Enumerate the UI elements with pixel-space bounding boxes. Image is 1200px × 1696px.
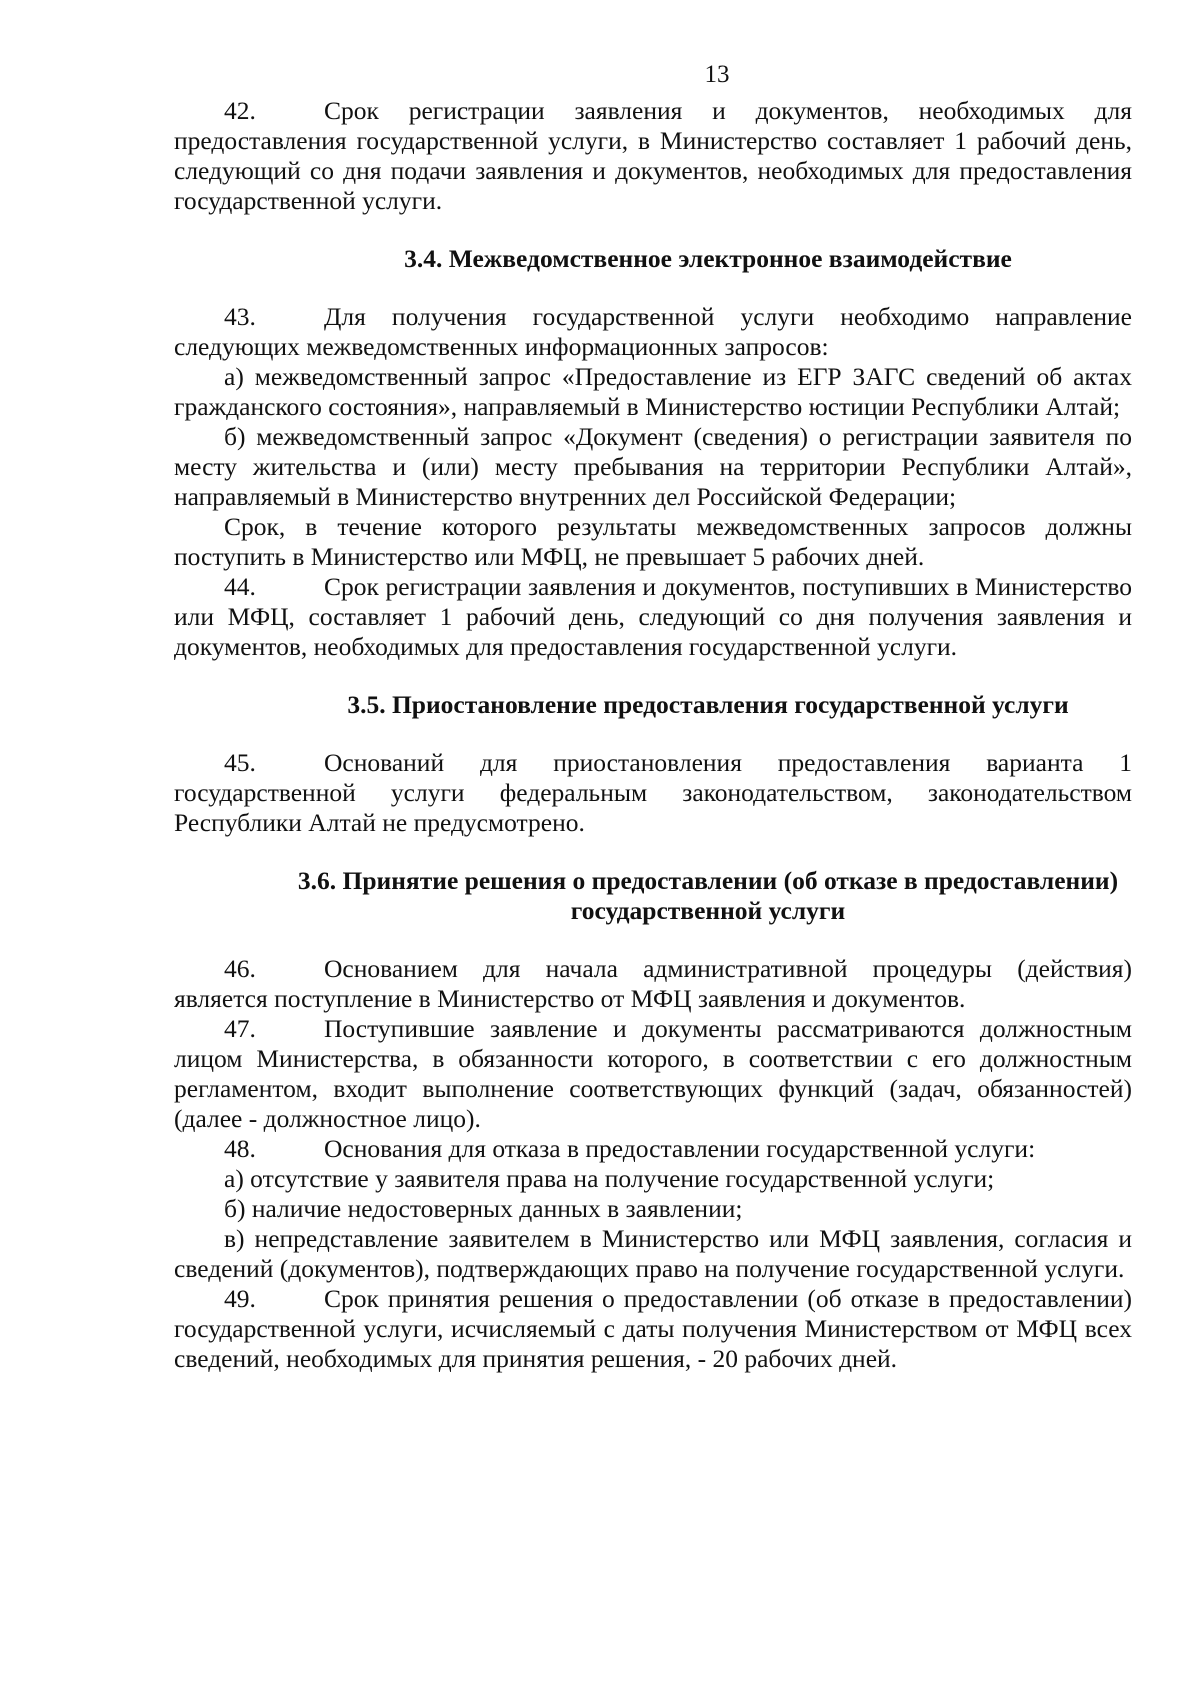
paragraph-43-b: б) межведомственный запрос «Документ (сведения) о регистрации заявителя по месту жительства и (или) месту пребывания на территории Республики Алтай», направляемый в Министерство внутренних дел Российской Федерации; [174, 422, 1132, 511]
paragraph-48-b: б) наличие недостоверных данных в заявлении; [224, 1194, 743, 1223]
paragraph-text: Срок регистрации заявления и документов, поступивших в Министерство или МФЦ, составляет 1 рабочий день, следующий со дня получения заявления и документов, необходимых для предоставления государственной услуги. [174, 572, 1132, 661]
paragraph-number: 43. [224, 302, 256, 331]
section-heading-3-5: 3.5. Приостановление предоставления государственной услуги [347, 690, 1069, 719]
paragraph-46 [174, 954, 1132, 1014]
section-heading-line-2: государственной услуги [570, 896, 846, 925]
paragraph-number: 44. [224, 572, 256, 601]
section-heading-3-4: 3.4. Межведомственное электронное взаимодействие [404, 244, 1012, 273]
paragraph-43 [174, 302, 1132, 362]
paragraph-text: Срок принятия решения о предоставлении (об отказе в предоставлении) государственной услуги, исчисляемый с даты получения Министерством от МФЦ всех сведений, необходимых для принятия решения, - 20 рабочих дней. [174, 1284, 1132, 1373]
paragraph-number: 49. [224, 1284, 256, 1313]
paragraph-45 [174, 748, 1132, 838]
paragraph-43-term: Срок, в течение которого результаты межведомственных запросов должны поступить в Министерство или МФЦ, не превышает 5 рабочих дней. [174, 512, 1132, 571]
paragraph-text: Оснований для приостановления предоставления варианта 1 государственной услуги федеральным законодательством, законодательством Республики Алтай не предусмотрено. [174, 748, 1132, 837]
paragraph-47 [174, 1014, 1132, 1134]
paragraph-48 [174, 1134, 1132, 1164]
paragraph-text: Срок регистрации заявления и документов, необходимых для предоставления государственной услуги, в Министерство составляет 1 рабочий день, следующий со дня подачи заявления и документов, необходимых для предоставления государственной услуги. [174, 96, 1132, 215]
page-number: 13 [704, 61, 730, 88]
paragraph-43-a: а) межведомственный запрос «Предоставление из ЕГР ЗАГС сведений об актах гражданского состояния», направляемый в Министерство юстиции Республики Алтай; [174, 362, 1132, 421]
paragraph-text: Основания для отказа в предоставлении государственной услуги: [324, 1134, 1036, 1163]
paragraph-text: Поступившие заявление и документы рассматриваются должностным лицом Министерства, в обязанности которого, в соответствии с его должностным регламентом, входит выполнение соответствующих функций (задач, обязанностей) (далее - должностное лицо). [174, 1014, 1132, 1133]
document-page [174, 60, 1132, 1374]
paragraph-number: 48. [224, 1134, 256, 1163]
paragraph-48-a: а) отсутствие у заявителя права на получение государственной услуги; [224, 1164, 995, 1193]
paragraph-number: 45. [224, 748, 256, 777]
section-heading-line-1: 3.6. Принятие решения о предоставлении (об отказе в предоставлении) [297, 866, 1119, 895]
paragraph-number: 46. [224, 954, 256, 983]
paragraph-44 [174, 572, 1132, 662]
paragraph-number: 47. [224, 1014, 256, 1043]
section-heading-3-6 [174, 866, 1132, 926]
paragraph-48-c: в) непредставление заявителем в Министерство или МФЦ заявления, согласия и сведений (документов), подтверждающих право на получение государственной услуги. [174, 1224, 1132, 1283]
paragraph-42 [174, 96, 1132, 216]
paragraph-49 [174, 1284, 1132, 1374]
paragraph-text: Основанием для начала административной процедуры (действия) является поступление в Министерство от МФЦ заявления и документов. [174, 954, 1132, 1013]
paragraph-text: Для получения государственной услуги необходимо направление следующих межведомственных информационных запросов: [174, 302, 1132, 361]
paragraph-number: 42. [224, 96, 256, 125]
